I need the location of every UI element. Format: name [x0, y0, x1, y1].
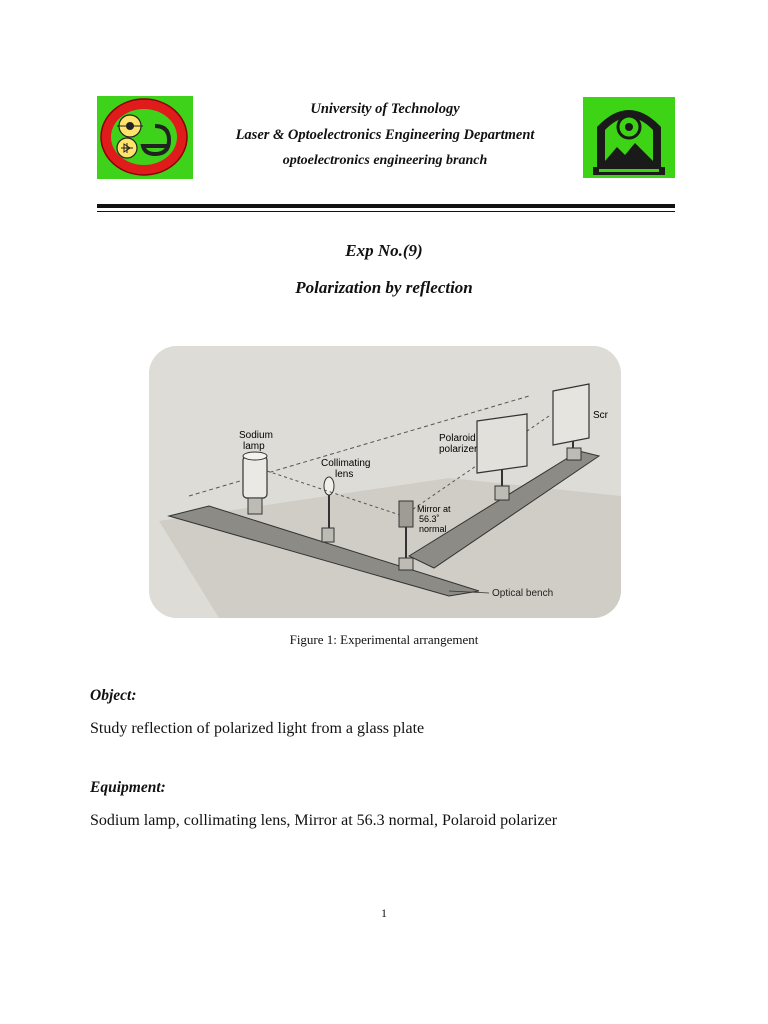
page-number: 1	[381, 906, 387, 920]
experiment-number: Exp No.(9)	[345, 241, 423, 260]
label-sodium-lamp-2: lamp	[243, 441, 265, 452]
equipment-text: Sodium lamp, collimating lens, Mirror at 56.3 normal, Polaroid polarizer	[90, 812, 558, 829]
header	[200, 96, 570, 174]
equipment-heading: Equipment:	[90, 779, 166, 796]
label-polaroid: Polaroid	[439, 433, 476, 444]
label-polarizer: polarizer	[439, 444, 478, 455]
label-mirror: Mirror at	[417, 504, 451, 514]
label-mirror-angle: 56.3˚	[419, 514, 440, 524]
label-collimating-2: lens	[335, 469, 354, 480]
header-rule	[97, 204, 675, 208]
label-mirror-normal: normal	[419, 524, 447, 534]
label-sodium-lamp: Sodium	[239, 430, 273, 441]
figure-caption: Figure 1: Experimental arrangement	[289, 632, 479, 647]
label-screen: Scr	[593, 410, 608, 421]
department-logo	[97, 96, 193, 179]
experiment-figure	[149, 346, 621, 618]
university-name: University of Technology	[310, 101, 460, 117]
object-heading: Object:	[90, 687, 137, 704]
object-text: Study reflection of polarized light from a glass plate	[90, 720, 425, 737]
department-name: Laser & Optoelectronics Engineering Department	[235, 127, 535, 143]
university-logo	[583, 97, 675, 178]
header-rule-thin	[97, 211, 675, 212]
experiment-title: Polarization by reflection	[295, 278, 473, 297]
label-optical-bench: Optical bench	[492, 588, 554, 599]
branch-name: optoelectronics engineering branch	[282, 153, 488, 168]
label-collimating: Collimating	[321, 458, 371, 469]
